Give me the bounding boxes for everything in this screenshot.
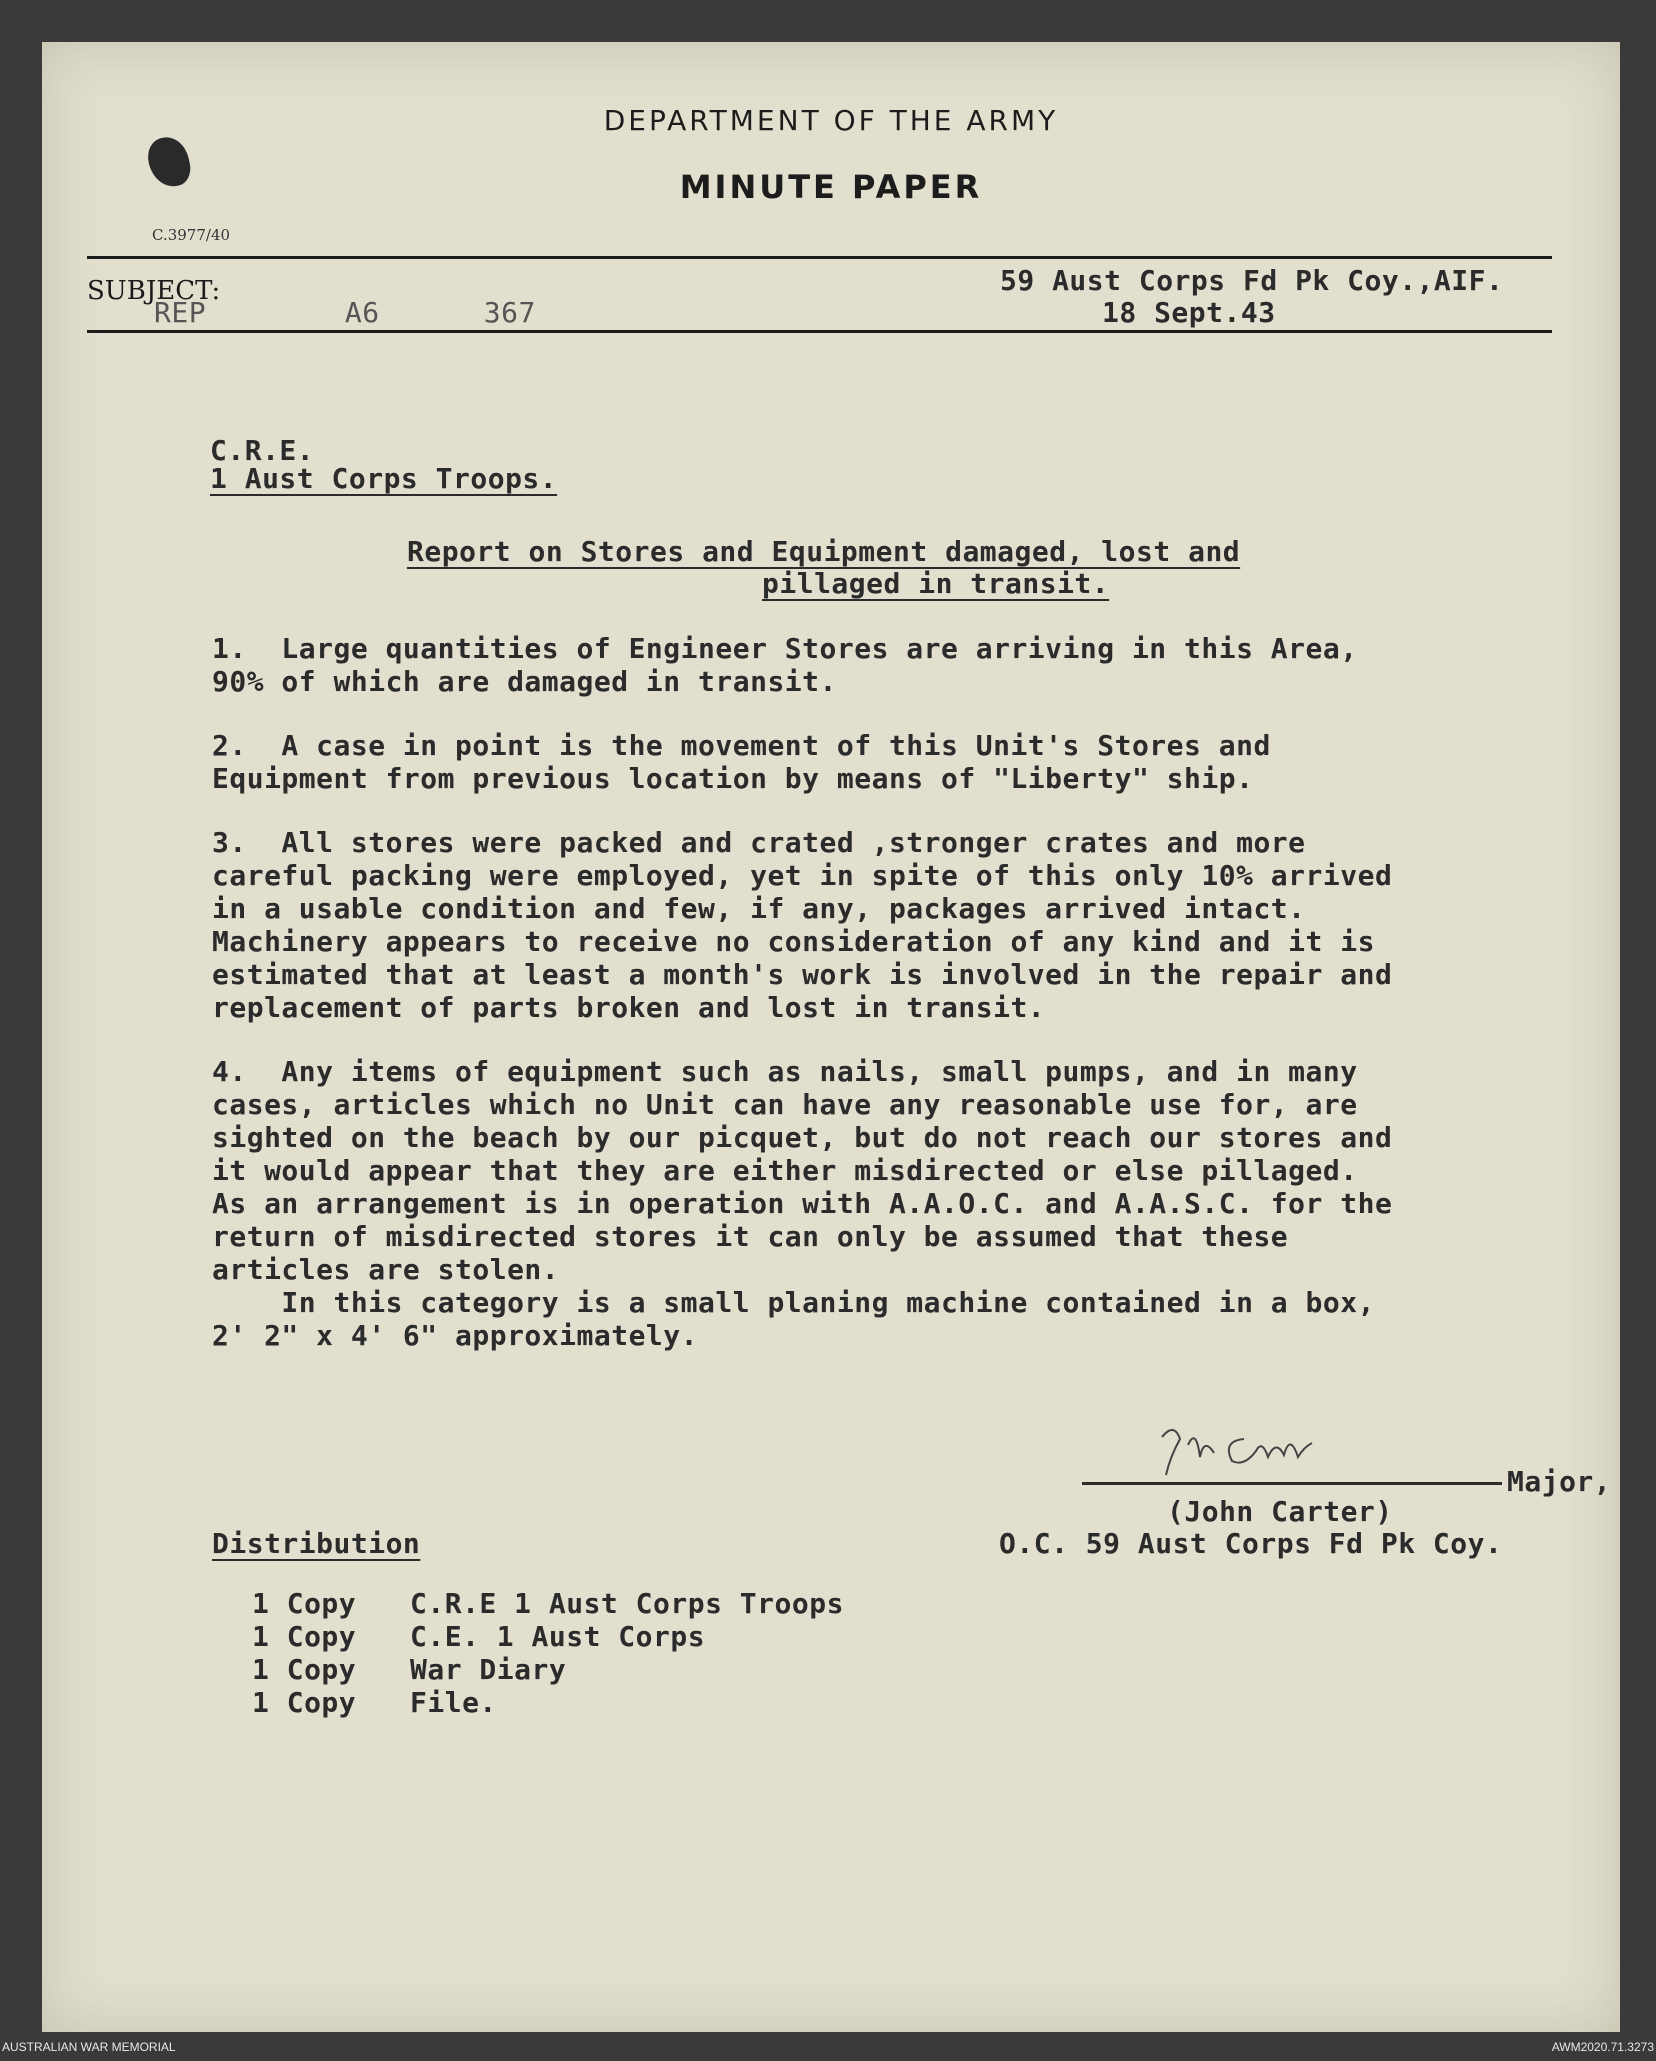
- minute-paper-sheet: [42, 42, 1620, 2032]
- signatory-name: (John Carter): [1167, 1495, 1393, 1528]
- document-date: 18 Sept.43: [1102, 296, 1276, 329]
- distribution-qty: 1 Copy: [252, 1653, 357, 1686]
- signatory-rank: Major,: [1507, 1465, 1612, 1498]
- distribution-qty: 1 Copy: [252, 1620, 357, 1653]
- handwritten-signature: [1152, 1417, 1382, 1487]
- form-number: C.3977/40: [152, 226, 231, 244]
- distribution-recipient: File.: [410, 1686, 497, 1719]
- distribution-recipient: War Diary: [410, 1653, 567, 1686]
- paragraph-1: 1. Large quantities of Engineer Stores are arriving in this Area, 90% of which are damaged in transit.: [212, 632, 1358, 698]
- paragraph-3: 3. All stores were packed and crated ,stronger crates and more careful packing were employed, yet in spite of this only 10% arrived in a usable condition and few, if any, packages arrived intact. Machinery appears to receive no consideration of any kind and it is estimated that at least a month's work is involved in the repair and replacement of parts broken and lost in transit.: [212, 826, 1393, 1024]
- distribution-recipient: C.E. 1 Aust Corps: [410, 1620, 706, 1653]
- addressee-line-2: 1 Aust Corps Troops.: [210, 462, 558, 495]
- archive-accession-number: AWM2020.71.3273: [1551, 2040, 1654, 2054]
- addressee-line-1: C.R.E.: [210, 434, 315, 467]
- distribution-heading: Distribution: [212, 1527, 421, 1560]
- header-rule-top: [87, 256, 1552, 259]
- paragraph-4: 4. Any items of equipment such as nails, small pumps, and in many cases, articles which no Unit can have any reasonable use for, are sighted on the beach by our picquet, but do not reach our stores and it would appear that they are either misdirected or else pillaged. As an arrangement is in operation with A.A.O.C. and A.A.S.C. for the return of misdirected stores it can only be assumed that these articles are stolen. In this category is a small planing machine contained in a box, 2' 2" x 4' 6" approximately.: [212, 1055, 1393, 1352]
- subject-label: SUBJECT:: [87, 276, 221, 306]
- unit-name: 59 Aust Corps Fd Pk Coy.,AIF.: [1000, 264, 1504, 297]
- header-rule-bottom: [87, 330, 1552, 333]
- distribution-qty: 1 Copy: [252, 1686, 357, 1719]
- distribution-recipient: C.R.E 1 Aust Corps Troops: [410, 1587, 844, 1620]
- report-title-line-1: Report on Stores and Equipment damaged, lost and: [407, 535, 1241, 568]
- signatory-position: O.C. 59 Aust Corps Fd Pk Coy.: [999, 1527, 1503, 1560]
- distribution-qty: 1 Copy: [252, 1587, 357, 1620]
- archive-credit: AUSTRALIAN WAR MEMORIAL: [2, 2040, 176, 2054]
- department-heading: DEPARTMENT OF THE ARMY: [603, 104, 1059, 137]
- subject-reference: REP A6 367: [154, 296, 536, 329]
- paragraph-2: 2. A case in point is the movement of this Unit's Stores and Equipment from previous location by means of "Liberty" ship.: [212, 729, 1271, 795]
- report-title-line-2: pillaged in transit.: [762, 567, 1110, 600]
- document-title: MINUTE PAPER: [679, 168, 983, 206]
- signature-line: [1082, 1482, 1502, 1485]
